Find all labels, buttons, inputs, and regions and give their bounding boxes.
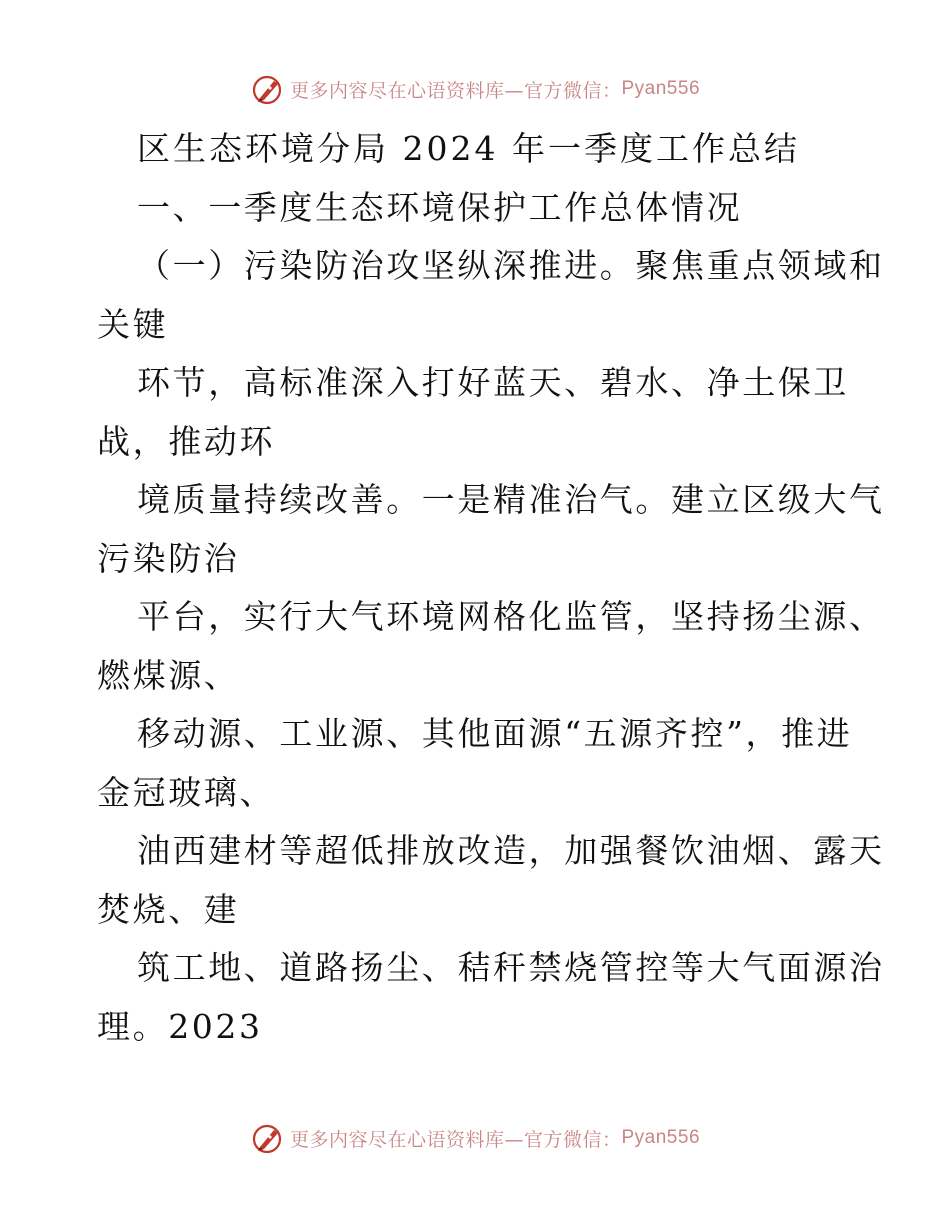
paragraph-line: 油西建材等超低排放改造，加强餐饮油烟、露天 [137,831,885,870]
section-heading: 一、一季度生态环境保护工作总体情况 [137,187,743,227]
document-body [97,120,885,1056]
paragraph-line: 金冠玻璃、 [97,772,275,812]
paragraph-line: 污染防治 [97,538,240,578]
paragraph-line: 平台，实行大气环境网格化监管，坚持扬尘源、 [137,597,885,636]
pen-nib-logo-icon [250,72,284,106]
paragraph-line: 环节，高标准深入打好蓝天、碧水、净土保卫 [137,363,849,402]
paragraph-line: 移动源、工业源、其他面源“五源齐控”，推进 [137,714,853,753]
watermark-footer [0,1121,950,1155]
watermark-header [0,72,950,106]
document-title: 区生态环境分局 2024 年一季度工作总结 [137,129,800,168]
watermark-text: 更多内容尽在心语资料库—官方微信： [289,79,622,102]
watermark-wechat-id: Pyan556 [621,78,701,99]
paragraph-line: 燃煤源、 [97,655,240,695]
paragraph-line: 关键 [97,304,169,344]
pen-nib-logo-icon [250,1121,284,1155]
paragraph-line: （一）污染防治攻坚纵深推进。聚焦重点领域和 [137,246,885,285]
paragraph-line: 理。2023 [97,1006,263,1046]
paragraph-line: 战，推动环 [97,421,275,461]
watermark-text: 更多内容尽在心语资料库—官方微信： [289,1128,622,1151]
watermark-wechat-id: Pyan556 [621,1127,701,1148]
paragraph-line: 境质量持续改善。一是精准治气。建立区级大气 [137,480,885,519]
paragraph-line: 焚烧、建 [97,889,240,929]
paragraph-line: 筑工地、道路扬尘、秸秆禁烧管控等大气面源治 [137,948,885,987]
